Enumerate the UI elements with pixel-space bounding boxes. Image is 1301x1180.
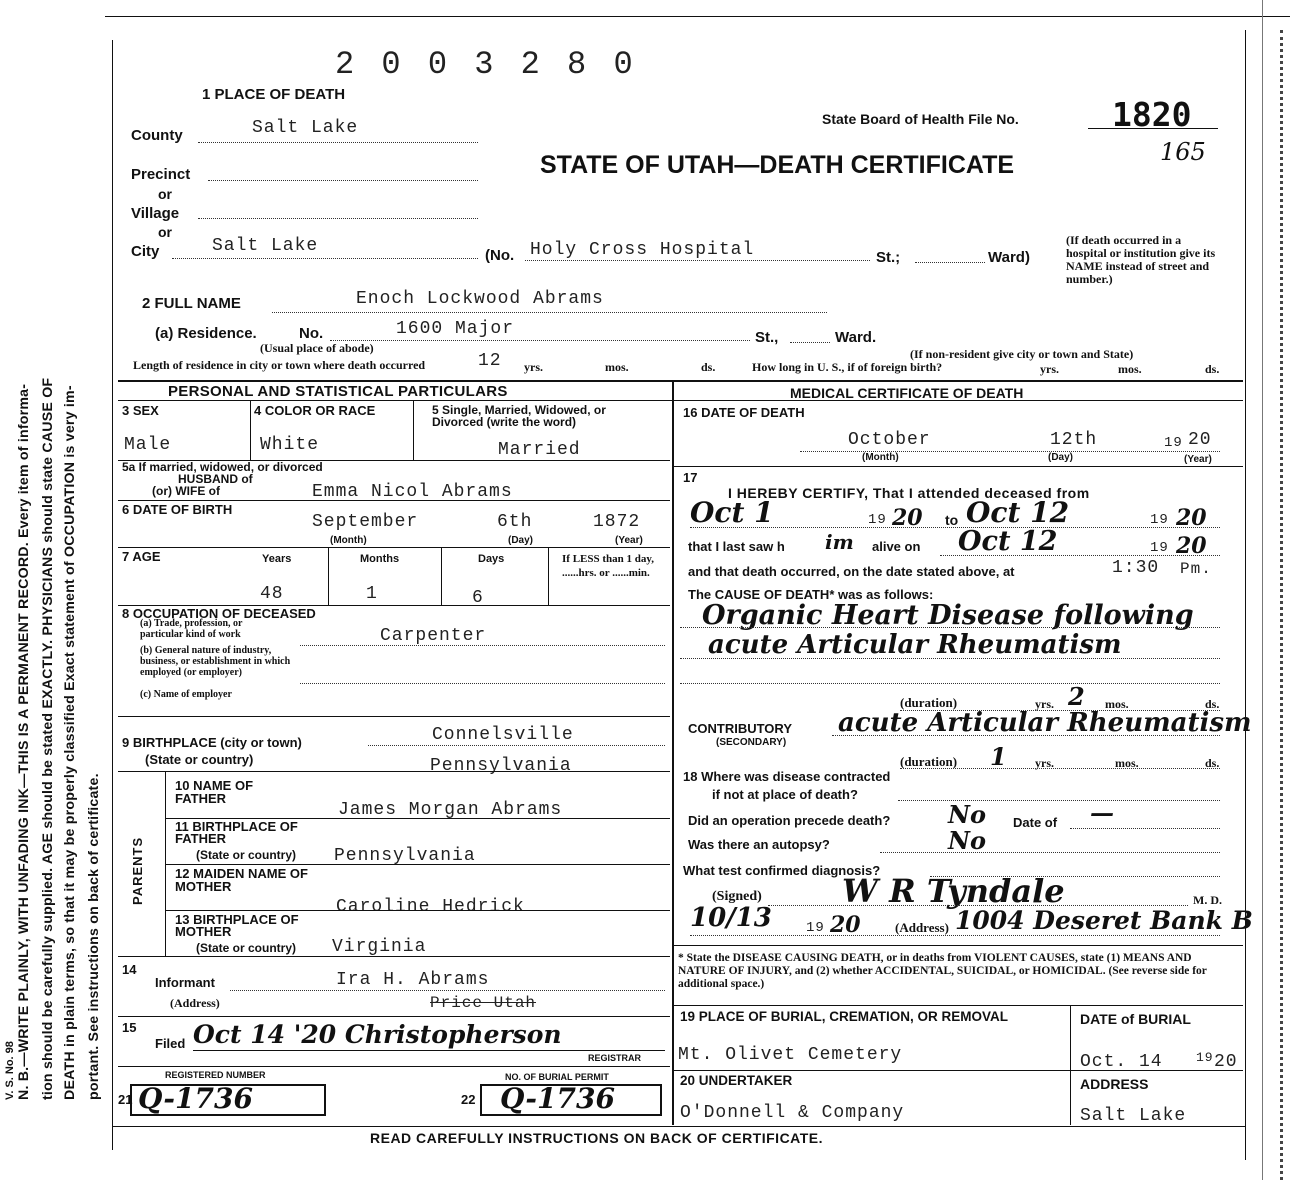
age-years-value: 48 <box>260 584 284 604</box>
undertaker-value: O'Donnell & Company <box>680 1103 905 1123</box>
cause-line-2: acute Articular Rheumatism <box>708 630 1122 660</box>
physician-address-label: (Address) <box>895 920 949 935</box>
occupation-c-label: (c) Name of employer <box>140 689 232 700</box>
spouse-value: Emma Nicol Abrams <box>312 482 513 502</box>
parents-label: PARENTS <box>130 836 145 905</box>
contrib-duration-yrs: yrs. <box>1035 756 1054 770</box>
city-value: Salt Lake <box>212 236 319 256</box>
informant-label: Informant <box>155 975 215 990</box>
length-yrs: yrs. <box>524 360 543 374</box>
date-of-death-year-prefix: 19 <box>1164 435 1183 451</box>
last-saw-year: 20 <box>1176 533 1207 559</box>
nonresident-note: (If non-resident give city or town and State) <box>910 347 1134 361</box>
contrib-duration-mos: mos. <box>1115 756 1139 770</box>
dob-month-caption: (Month) <box>330 535 367 546</box>
village-label: Village <box>131 205 180 222</box>
length-mos: mos. <box>605 360 629 374</box>
alive-on-label: alive on <box>872 539 921 554</box>
certify-number: 17 <box>683 470 698 485</box>
father-name-label: 10 NAME OF FATHER <box>175 778 254 806</box>
attended-from-date: Oct 1 <box>690 496 774 529</box>
operation-label: Did an operation precede death? <box>688 813 891 828</box>
secondary-label: (SECONDARY) <box>716 737 787 748</box>
attended-to-date: Oct 12 <box>966 496 1070 529</box>
date-of-death-month: October <box>848 430 931 450</box>
dob-month: September <box>312 512 419 532</box>
us-yrs: yrs. <box>1040 362 1059 376</box>
mother-name-label: 12 MAIDEN NAME OF MOTHER <box>175 866 308 894</box>
disease-contracted-label: 18 Where was disease contracted <box>683 769 891 784</box>
burial-permit-label: NO. OF BURIAL PERMIT <box>505 1072 609 1082</box>
death-day-caption: (Day) <box>1048 452 1074 463</box>
death-time-pm: Pm. <box>1180 560 1212 578</box>
operation-value: No <box>948 800 986 829</box>
certificate-title: STATE OF UTAH—DEATH CERTIFICATE <box>540 151 1015 179</box>
length-residence-label: Length of residence in city or town where death occurred <box>133 358 426 372</box>
registrar-label: REGISTRAR <box>588 1053 642 1063</box>
cause-duration-ds: ds. <box>1205 697 1220 711</box>
vs-number: V. S. No. 98 <box>4 1041 16 1100</box>
operation-date-label: Date of <box>1013 815 1058 830</box>
signed-date: 10/13 <box>690 903 772 933</box>
age-days-label: Days <box>478 553 505 565</box>
marital-label: 5 Single, Married, Widowed, or Divorced (write the word) <box>432 403 606 429</box>
cause-duration-yrs: yrs. <box>1035 697 1054 711</box>
age-label: 7 AGE <box>122 549 161 564</box>
personal-heading: PERSONAL AND STATISTICAL PARTICULARS <box>168 383 508 400</box>
registered-number-label: REGISTERED NUMBER <box>165 1070 266 1080</box>
serial-number: 2 0 0 3 2 8 0 <box>335 46 637 83</box>
sex-value: Male <box>124 435 172 455</box>
last-saw-date: Oct 12 <box>958 526 1058 557</box>
occupation-label: 8 OCCUPATION OF DECEASED <box>122 606 316 621</box>
age-months-value: 1 <box>366 584 378 604</box>
birthplace-state-label: (State or country) <box>145 752 254 767</box>
filed-label: Filed <box>155 1036 186 1051</box>
date-of-death-label: 16 DATE OF DEATH <box>683 405 805 420</box>
margin-instructions-line4: portant. See instructions on back of certificate. <box>86 773 102 1100</box>
last-saw-19: 19 <box>1150 540 1169 556</box>
race-label: 4 COLOR OR RACE <box>254 403 376 418</box>
medical-heading: MEDICAL CERTIFICATE OF DEATH <box>790 385 1024 401</box>
place-of-death-label: 1 PLACE OF DEATH <box>202 86 346 103</box>
dob-year: 1872 <box>593 512 641 532</box>
physician-address-value: 1004 Deseret Bank B <box>955 906 1253 935</box>
filed-handwritten: Oct 14 '20 Christopherson <box>193 1020 562 1049</box>
cause-duration-mos: mos. <box>1105 697 1129 711</box>
attended-from-year: 20 <box>892 505 923 531</box>
age-less-label: If LESS than 1 day, ......hrs. or ......min. <box>562 553 655 579</box>
full-name-value: Enoch Lockwood Abrams <box>356 289 604 309</box>
margin-instructions-line3: DEATH in plain terms, so that it may be properly classified Exact statement of OCCUPATION is very im- <box>62 385 78 1100</box>
date-of-death-year: 20 <box>1188 430 1212 450</box>
file-no-label: State Board of Health File No. <box>822 111 1019 127</box>
contributory-value: acute Articular Rheumatism <box>838 708 1252 738</box>
burial-permit-value: Q-1736 <box>500 1082 615 1115</box>
margin-instructions-line2: tion should be carefully supplied. AGE should be stated EXACTLY. PHYSICIANS should state CAUSE OF <box>40 377 56 1100</box>
death-month-caption: (Month) <box>862 452 899 463</box>
disease-contracted-sub: if not at place of death? <box>712 787 858 802</box>
signed-year: 20 <box>830 912 861 938</box>
signed-19: 19 <box>806 920 825 936</box>
mother-name-value: Caroline Hedrick <box>336 897 525 917</box>
autopsy-label: Was there an autopsy? <box>688 837 830 852</box>
father-name-value: James Morgan Abrams <box>338 800 563 820</box>
test-confirmed-label: What test confirmed diagnosis? <box>683 863 881 878</box>
death-occurred-label: and that death occurred, on the date stated above, at <box>688 564 1015 579</box>
mother-birthplace-sub: (State or country) <box>196 941 297 955</box>
city-ward-label: Ward) <box>988 249 1030 266</box>
margin-instructions-line1: N. B.—WRITE PLAINLY, WITH UNFADING INK—THIS IS A PERMANENT RECORD. Every item of informa- <box>16 383 32 1100</box>
contrib-duration-label: (duration) <box>900 754 958 769</box>
informant-value: Ira H. Abrams <box>336 970 490 990</box>
race-value: White <box>260 435 320 455</box>
attended-to-year: 20 <box>1176 505 1207 531</box>
length-ds: ds. <box>701 360 716 374</box>
residence-no-label: No. <box>299 325 324 342</box>
occupation-a-label: (a) Trade, profession, or particular kind of work <box>140 618 243 640</box>
occupation-b-label: (b) General nature of industry, business, or establishment in which employed (or employer) <box>140 645 291 678</box>
informant-address-value: Price Utah <box>430 994 537 1012</box>
residence-value: 1600 Major <box>396 319 515 339</box>
last-saw-label: that I last saw h <box>688 539 785 554</box>
occupation-value: Carpenter <box>380 626 487 646</box>
last-saw-mark: im <box>825 530 854 554</box>
precinct-label: Precinct <box>131 166 191 183</box>
or-2: or <box>158 224 172 240</box>
full-name-label: 2 FULL NAME <box>142 295 241 312</box>
attended-from-19: 19 <box>868 512 887 528</box>
physician-signature: W R Tyndale <box>842 872 1065 910</box>
cause-line-1: Organic Heart Disease following <box>702 600 1194 631</box>
county-value: Salt Lake <box>252 118 359 138</box>
birthplace-label: 9 BIRTHPLACE (city or town) <box>122 735 302 750</box>
birthplace-city: Connelsville <box>432 725 574 745</box>
burial-date-label: DATE of BURIAL <box>1080 1011 1191 1027</box>
burial-place-label: 19 PLACE OF BURIAL, CREMATION, OR REMOVAL <box>680 1009 1009 1024</box>
us-ds: ds. <box>1205 362 1220 376</box>
father-birthplace-label: 11 BIRTHPLACE OF FATHER <box>175 819 298 846</box>
sex-label: 3 SEX <box>122 403 159 418</box>
dob-label: 6 DATE OF BIRTH <box>122 502 233 517</box>
date-of-death-day: 12th <box>1050 430 1098 450</box>
contrib-duration-ds: ds. <box>1205 756 1220 770</box>
residence-ward-label: Ward. <box>835 329 877 346</box>
file-no-note: 165 <box>1160 138 1206 166</box>
operation-date-value: — <box>1090 798 1114 827</box>
burial-place-value: Mt. Olivet Cemetery <box>678 1045 903 1065</box>
marital-value: Married <box>498 440 581 460</box>
permit-number-index: 22 <box>461 1092 476 1107</box>
hospital-value: Holy Cross Hospital <box>530 240 755 260</box>
spouse-label-3: (or) WIFE of <box>152 484 220 498</box>
cause-of-death-label: The CAUSE OF DEATH* was as follows: <box>688 587 934 602</box>
us-mos: mos. <box>1118 362 1142 376</box>
dob-year-caption: (Year) <box>615 535 643 546</box>
abode-note: (Usual place of abode) <box>260 341 374 355</box>
age-months-label: Months <box>360 553 400 565</box>
city-st-label: St.; <box>876 249 901 266</box>
length-residence-value: 12 <box>478 351 502 371</box>
filed-number: 15 <box>122 1020 137 1035</box>
informant-address-label: (Address) <box>170 996 220 1010</box>
cause-footnote: * State the DISEASE CAUSING DEATH, or in deaths from VIOLENT CAUSES, state (1) MEANS AND NATURE OF INJURY, and (2) whether ACCIDENTAL, SUICIDAL, or HOMICIDAL. (See reverse side for additional space.) <box>678 952 1207 990</box>
undertaker-address-label: ADDRESS <box>1080 1076 1149 1092</box>
reg-number-index: 21 <box>118 1092 133 1107</box>
residence-label: (a) Residence. <box>155 325 257 342</box>
footer-instructions: READ CAREFULLY INSTRUCTIONS ON BACK OF CERTIFICATE. <box>370 1130 824 1146</box>
attended-to-label: to <box>945 512 959 528</box>
county-label: County <box>131 127 183 144</box>
attended-to-19: 19 <box>1150 512 1169 528</box>
city-label: City <box>131 243 160 260</box>
city-no-label: (No. <box>485 247 515 264</box>
mother-birthplace-label: 13 BIRTHPLACE OF MOTHER <box>175 912 299 939</box>
spouse-label-2: HUSBAND of <box>178 472 253 486</box>
hospital-note: (If death occurred in a hospital or institution give its NAME instead of street and number.) <box>1066 233 1216 286</box>
md-label: M. D. <box>1193 893 1222 907</box>
burial-date-year-prefix: 19 <box>1196 1050 1214 1065</box>
contrib-duration-value: 1 <box>990 742 1007 771</box>
certify-label: I HEREBY CERTIFY, That I attended deceased from <box>728 485 1090 501</box>
informant-number: 14 <box>122 962 137 977</box>
father-birthplace-sub: (State or country) <box>196 848 297 862</box>
or-1: or <box>158 186 172 202</box>
age-years-label: Years <box>262 553 292 565</box>
autopsy-value: No <box>948 826 986 855</box>
us-residence-label: How long in U. S., if of foreign birth? <box>752 360 943 374</box>
cause-duration-value: 2 <box>1068 682 1085 711</box>
dob-day-caption: (Day) <box>508 535 534 546</box>
death-time-value: 1:30 <box>1112 558 1160 578</box>
signed-label: (Signed) <box>712 889 762 904</box>
cause-duration-label: (duration) <box>900 695 958 710</box>
burial-date-year: 20 <box>1214 1052 1238 1072</box>
age-days-value: 6 <box>472 588 484 608</box>
undertaker-label: 20 UNDERTAKER <box>680 1073 793 1088</box>
spouse-label-1: 5a If married, widowed, or divorced <box>122 460 323 474</box>
mother-birthplace-value: Virginia <box>332 937 427 957</box>
burial-date-value: Oct. 14 <box>1080 1052 1163 1072</box>
residence-st-label: St., <box>755 329 779 346</box>
death-year-caption: (Year) <box>1184 454 1212 465</box>
father-birthplace-value: Pennsylvania <box>334 846 476 866</box>
dob-day: 6th <box>497 512 533 532</box>
registered-number-value: Q-1736 <box>138 1082 253 1115</box>
contributory-label: CONTRIBUTORY <box>688 721 792 736</box>
undertaker-address-value: Salt Lake <box>1080 1106 1187 1126</box>
birthplace-state: Pennsylvania <box>430 756 572 776</box>
file-no-value: 1820 <box>1112 95 1192 134</box>
